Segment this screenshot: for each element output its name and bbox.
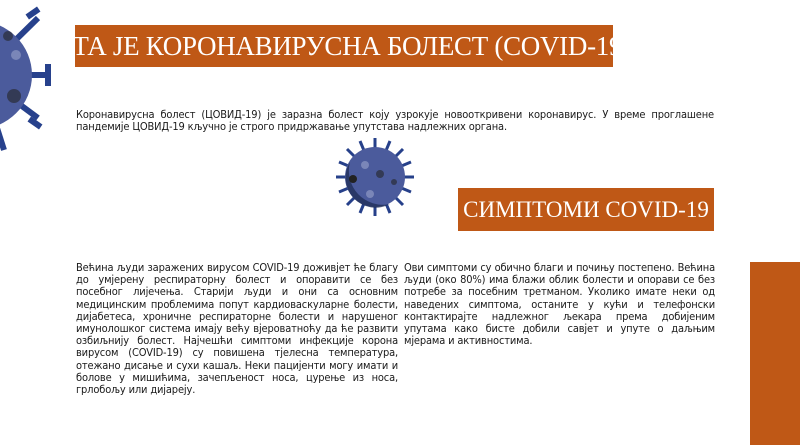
- symptoms-right-paragraph: Ови симптоми су обично благи и почињу постепено. Већина људи (око 80%) има блажи облик болести и опорави се без потребе за посебним третманом. Уколико имате неки од наведених симптома, останите у кући и телефонски контактирајте надлежног љекара према добијеним упутама како бисте добили савјет и упуте о даљњим мјерама и активностима.: [404, 261, 715, 348]
- decorative-side-bar: [750, 262, 800, 445]
- intro-paragraph: Коронавирусна болест (ЦОВИД-19) је заразна болест коју узрокује новооткривени коронавирус. У време проглашене пандемије ЦОВИД-19 кључно је строго придржавање упутстава надлежних органа.: [76, 108, 714, 133]
- heading-symptoms: СИМПТОМИ COVID-19: [458, 188, 714, 231]
- symptoms-left-paragraph: Већина људи заражених вирусом COVID-19 доживјет ће благу до умјерену респираторну болест и опоравити се без посебног лијечења. Старији људи и они са основним медицинским проблемима попут кардиоваскуларне болести, дијабетеса, хроничне респираторне болести и нарушеног имунолошког система имају већу вјероватноћу да ће развити озбиљнију болест. Најчешћи симптоми инфекције корона вирусом (COVID-19) су повишена тјелесна температура, отежано дисање и сухи кашаљ. Неки пацијенти могу имати и болове у мишићима, зачепљеност носа, цурење из носа, грлобољу или дијарeју.: [76, 261, 398, 397]
- virus-small-icon: [330, 132, 420, 222]
- heading-what-is-covid: ШТА ЈЕ КОРОНАВИРУСНА БОЛЕСТ (COVID-19)?: [75, 25, 613, 67]
